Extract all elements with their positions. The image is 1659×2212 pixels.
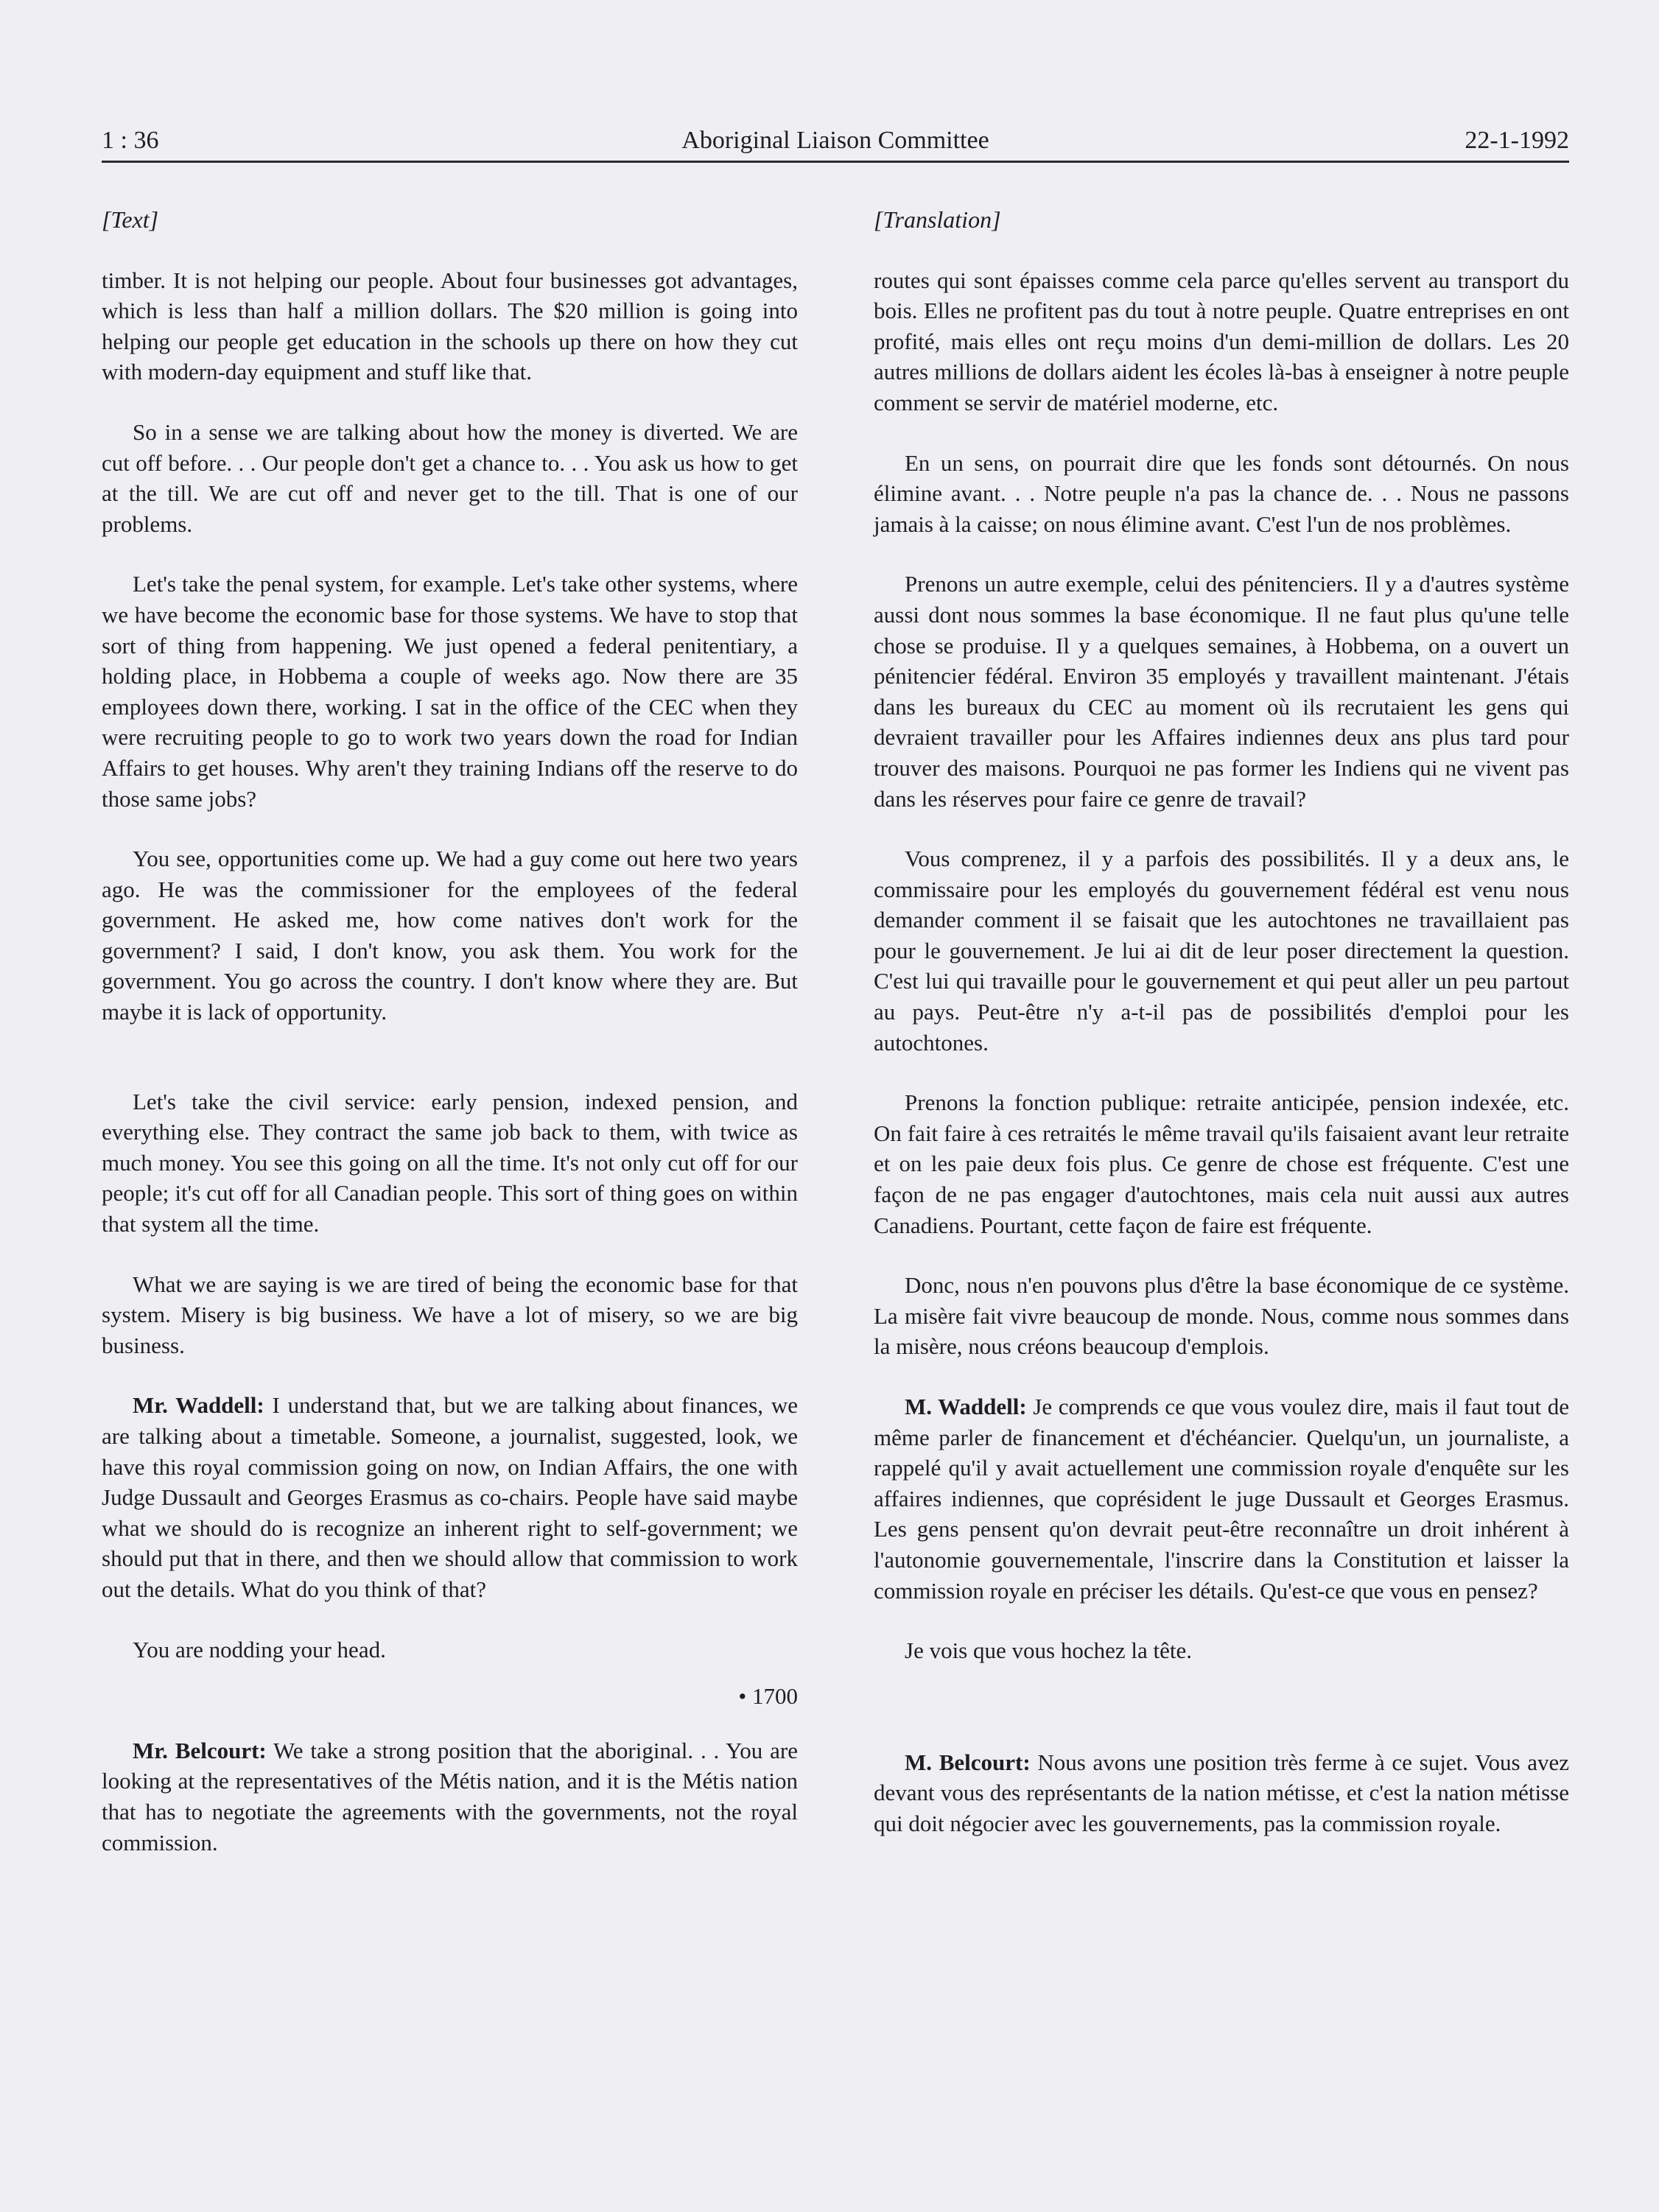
speech-waddell bbox=[102, 1390, 798, 1604]
time-marker: • 1700 bbox=[738, 1683, 798, 1710]
paragraph: What we are saying is we are tired of being the economic base for that system. Misery is big business. We have a lot of misery, so we are big business. bbox=[102, 1271, 798, 1358]
speech-text: We take a strong position that the aboriginal. . . You are looking at the representatives of the Métis nation, and it is the Métis nation that has to negotiate the agreements with the governments, not the royal commission. bbox=[102, 1737, 798, 1855]
french-column bbox=[874, 205, 1569, 1869]
english-column bbox=[102, 205, 798, 1887]
paragraph: Je vois que vous hochez la tête. bbox=[905, 1637, 1192, 1664]
speech-text: Je comprends ce que vous voulez dire, mais il faut tout de même parler de financement et d'échéancier. Quelqu'un, un journaliste, a rappelé qu'il y avait actuellement une commission royale d'enquête sur les affaires indiennes, que coprésident le juge Dussault et Georges Erasmus. Les gens pensent qu'on devrait peut-être reconnaître un droit inhérent à l'autonomie gouvernementale, l'inscrire dans la Constitution et laisser la commission royale en préciser les détails. Qu'est-ce que vous en pensez? bbox=[874, 1394, 1570, 1604]
paragraph: Prenons la fonction publique: retraite anticipée, pension indexée, etc. On fait faire à ces retraités le même travail qu'ils faisaient avant leur retraite et on les paie deux fois plus. Ce genre de chose est fréquente. C'est une façon de ne pas engager d'autochtones, mais cela nuit aussi aux autres Canadiens. Pourtant, cette façon de faire est fréquente. bbox=[874, 1089, 1569, 1238]
paragraph: Vous comprenez, il y a parfois des possibilités. Il y a deux ans, le commissaire pour les employés du gouvernement fédéral est venu nous demander comment il se faisait que les autochtones ne travaillaient pas pour le gouvernement. Je lui ai dit de leur poser directement la question. C'est lui qui travaille pour le gouvernement et qui peut aller un peu partout au pays. Peut-être n'y a-t-il pas de possibilités d'emploi pour les autochtones. bbox=[874, 846, 1569, 1056]
speech-belcourt bbox=[102, 1735, 798, 1858]
transcript-page bbox=[102, 118, 1570, 1855]
paragraph: You are nodding your head. bbox=[133, 1636, 386, 1662]
speaker-name: M. Waddell: bbox=[905, 1394, 1027, 1419]
paragraph: routes qui sont épaisses comme cela parce qu'elles servent au transport du bois. Elles ne profitent pas du tout à notre peuple. Quatre entreprises en ont profité, mais elles ont reçu moins d'un demi-million de dollars. Les 20 autres millions de dollars aident les écoles là-bas à enseigner à notre peuple comment se servir de matériel moderne, etc. bbox=[874, 267, 1569, 415]
paragraph: Let's take the penal system, for example. Let's take other systems, where we have become the economic base for those systems. We have to stop that sort of thing from happening. We just opened a federal penitentiary, a holding place, in Hobbema a couple of weeks ago. Now there are 35 employees down there, working. I sat in the office of the CEC when they were recruiting people to go to work two years down the road for Indian Affairs to get houses. Why aren't they training Indians off the reserve to do those same jobs? bbox=[102, 571, 798, 812]
paragraph: So in a sense we are talking about how the money is diverted. We are cut off before. . . Our people don't get a chance to. . . You ask us how to get at the till. We are cut off and never get to the till. That is one of our problems. bbox=[102, 418, 798, 537]
speech-text: Nous avons une position très ferme à ce sujet. Vous avez devant vous des représentants de la nation métisse, et c'est la nation métisse qui doit négocier avec les gouvernements, pas la commission royale. bbox=[874, 1749, 1569, 1836]
speaker-name: M. Belcourt: bbox=[905, 1749, 1031, 1775]
paragraph: You see, opportunities come up. We had a guy come out here two years ago. He was the commissioner for the employees of the federal government. He asked me, how come natives don't work for the government? I said, I don't know, you ask them. You work for the government. You go across the country. I don't know where they are. But maybe it is lack of opportunity. bbox=[102, 846, 798, 1025]
speaker-name: Mr. Waddell: bbox=[133, 1392, 264, 1419]
speech-belcourt bbox=[874, 1747, 1569, 1839]
paragraph: Prenons un autre exemple, celui des pénitenciers. Il y a d'autres système aussi dont nous sommes la base économique. Il ne faut plus qu'une telle chose se produise. Il y a quelques semaines, à Hobbema, on a ouvert un pénitencier fédéral. Environ 35 employés y travaillent maintenant. J'étais dans les bureaux du CEC au moment où ils recrutaient les gens qui devraient travailler pour les Affaires indiennes deux ans plus tard pour trouver des maisons. Pourquoi ne pas former les Indiens qui ne vivent pas dans les réserves pour faire ce genre de travail? bbox=[874, 571, 1569, 812]
text-label: [Text] bbox=[102, 206, 159, 233]
paragraph: Donc, nous n'en pouvons plus d'être la base économique de ce système. La misère fait vivre beaucoup de monde. Nous, comme nous sommes dans la misère, nous créons beaucoup d'emplois. bbox=[874, 1272, 1569, 1360]
paragraph: Let's take the civil service: early pension, indexed pension, and everything else. They contract the same job back to them, with twice as much money. You see this going on all the time. It's not only cut off for our people; it's cut off for all Canadian people. This sort of thing goes on within that system all the time. bbox=[102, 1088, 798, 1237]
speech-text: I understand that, but we are talking about finances, we are talking about a timetable. Someone, a journalist, suggested, look, we have this royal commission going on now, on Indian Affairs, the one with Judge Dussault and Georges Erasmus as co-chairs. People have said maybe what we should do is recognize an inherent right to self-government; we should put that in there, and then we should allow that commission to work out the details. What do you think of that? bbox=[102, 1392, 798, 1602]
translation-label: [Translation] bbox=[874, 206, 1001, 233]
speaker-name: Mr. Belcourt: bbox=[133, 1737, 267, 1763]
committee-name: Aboriginal Liaison Committee bbox=[681, 127, 989, 154]
sitting-date: 22-1-1992 bbox=[1465, 127, 1569, 154]
paragraph: En un sens, on pourrait dire que les fonds sont détournés. On nous élimine avant. . . Notre peuple n'a pas la chance de. . . Nous ne passons jamais à la caisse; on nous élimine avant. C'est l'un de nos problèmes. bbox=[874, 449, 1569, 537]
speech-waddell bbox=[874, 1391, 1569, 1606]
page-number: 1 : 36 bbox=[102, 127, 159, 154]
running-header bbox=[102, 118, 1569, 163]
paragraph: timber. It is not helping our people. About four businesses got advantages, which is less than half a million dollars. The $20 million is going into helping our people get education in the schools up there on how they cut with modern-day equipment and stuff like that. bbox=[102, 267, 798, 385]
